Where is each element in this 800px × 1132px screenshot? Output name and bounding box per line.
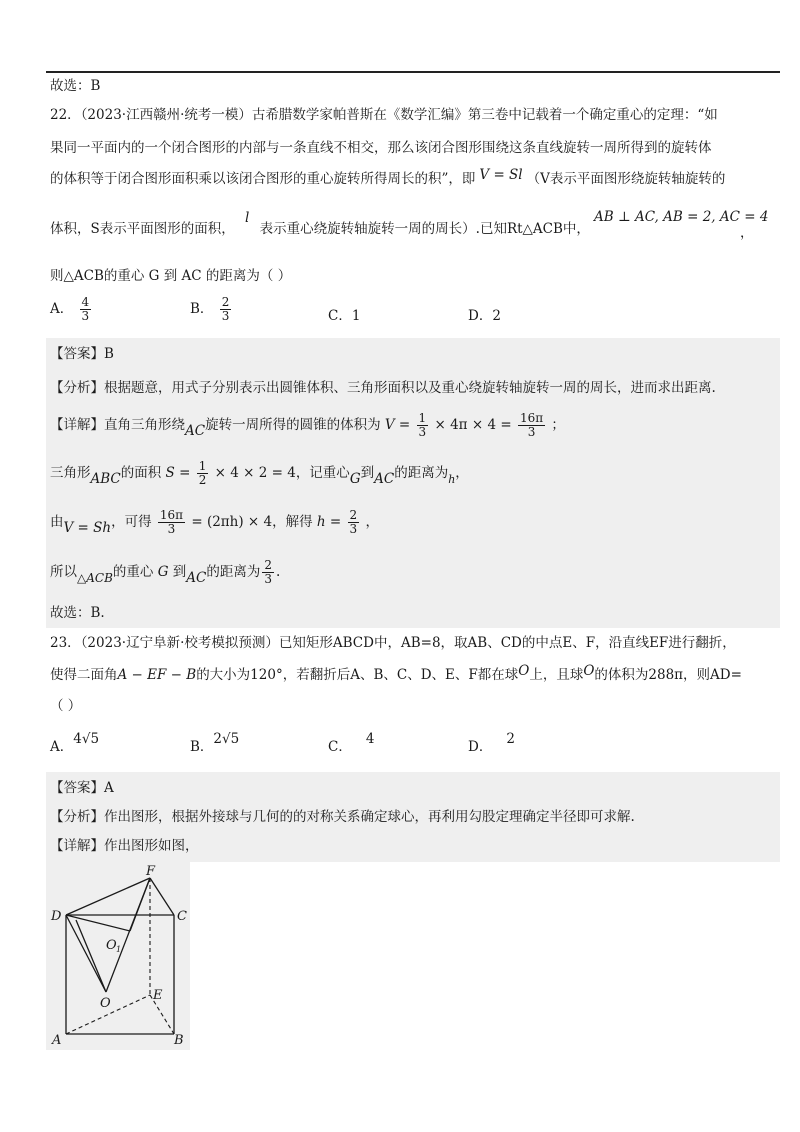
folded-rectangle-figure	[46, 862, 190, 1052]
q22-line1: 22．（2023·江西赣州·统考一模）古希腊数学家帕普斯在《数学汇编》第三卷中记载着一个确定重心的定理：“如	[50, 107, 718, 123]
prev-choice: 故选：B	[50, 78, 101, 94]
q22-line4: 体积，S表示平面图形的面积， l 表示重心绕旋转轴旋转一周的周长）.已知Rt△ACB中，	[50, 210, 590, 237]
a23-analysis: 【分析】作出图形，根据外接球与几何的的对称关系确定球心，再利用勾股定理确定半径即可求解.	[50, 809, 635, 825]
q23-option-d: D． 2	[468, 731, 515, 755]
label-B: B	[174, 1033, 184, 1048]
q22-line5: 则△ACB的重心 G 到 AC 的距离为（ ）	[50, 268, 292, 284]
q22-option-c: C．1	[328, 308, 361, 324]
label-D: D	[51, 909, 62, 924]
a22-detail-3: 由V = Sh，可得 $\frac{16\pi}{3}$ = (2πh) × 4，解得 h = $\frac{2}{3}$ ，	[50, 508, 379, 536]
label-O1: O	[106, 938, 117, 953]
q23-line2: 使得二面角A − EF − B的大小为120°，若翻折后A、B、C、D、E、F都在球O上，且球O的体积为288π，则AD=	[50, 663, 742, 683]
a22-detail-4: 所以△ACB的重心 G 到AC的距离为 $\frac{2}{3}$ .	[50, 558, 281, 586]
top-rule	[46, 71, 780, 73]
label-F: F	[146, 864, 156, 879]
a23-detail: 【详解】作出图形如图，	[50, 838, 199, 854]
label-O: O	[100, 996, 111, 1011]
a22-detail-1: 【详解】直角三角形绕AC旋转一周所得的圆锥的体积为 V = $\frac{1}{3}$ × 4π × 4 = $\frac{16\pi}{3}$ ；	[50, 411, 565, 439]
a23-answer: 【答案】A	[50, 780, 114, 796]
q22-option-d: D．2	[468, 308, 501, 324]
a22-detail-2: 三角形ABC的面积 S = $\frac{1}{2}$ × 4 × 2 = 4，记重心G到AC的距离为$_h$，	[50, 459, 469, 487]
q23-line3: （ ）	[50, 698, 82, 714]
q23-option-c: C． 4	[328, 731, 375, 755]
label-C: C	[177, 909, 187, 924]
a22-choice: 故选：B.	[50, 605, 105, 621]
label-A: A	[52, 1033, 62, 1048]
q22-option-a: A． $\frac{4}{3}$	[50, 295, 90, 323]
q22-line2: 果同一平面内的一个闭合图形的内部与一条直线不相交，那么该闭合图形围绕这条直线旋转一周所得到的旋转体	[50, 140, 712, 156]
q22-condition: AB ⊥ AC, AB = 2, AC = 4	[594, 209, 769, 225]
q23-option-b: B．2√5	[190, 731, 240, 755]
q22-option-b: B． $\frac{2}{3}$	[190, 295, 230, 323]
q23-option-a: A．4√5	[50, 731, 100, 755]
label-E: E	[153, 988, 163, 1003]
a22-answer: 【答案】B	[50, 346, 114, 362]
q23-line1: 23．（2023·辽宁阜新·校考模拟预测）已知矩形ABCD中，AB=8，取AB、CD的中点E、F，沿直线EF进行翻折，	[50, 635, 736, 651]
a22-analysis: 【分析】根据题意，用式子分别表示出圆锥体积、三角形面积以及重心绕旋转轴旋转一周的周长，进而求出距离.	[50, 380, 716, 396]
q22-line3: 的体积等于闭合图形面积乘以该闭合图形的重心旋转所得周长的积”，即 V = Sl （V表示平面图形绕旋转轴旋转的	[50, 167, 726, 187]
label-O1-sub: 1	[116, 945, 122, 954]
